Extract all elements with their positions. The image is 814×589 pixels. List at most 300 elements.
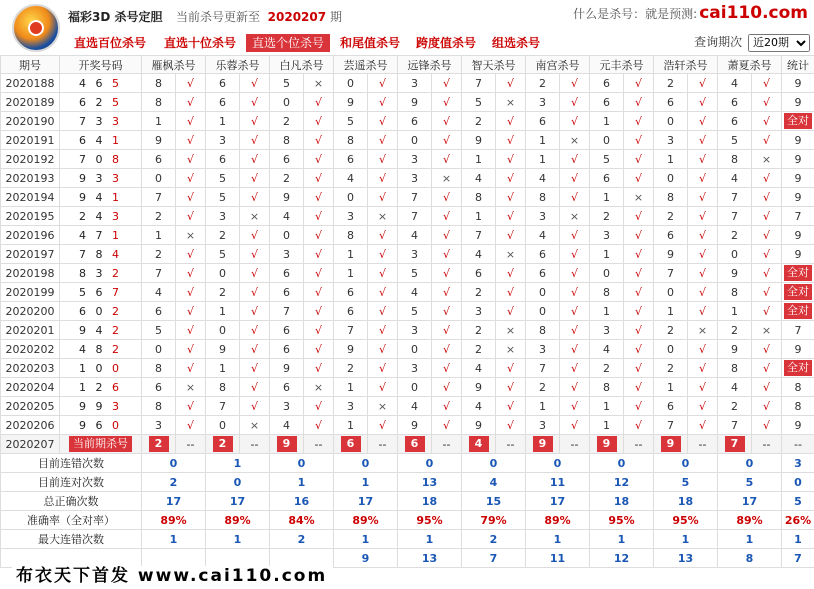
kill-value: 1 [206,112,240,131]
current-label-cell [60,435,142,454]
check-icon: √ [624,302,654,321]
check-icon: √ [688,150,718,169]
summary-value: 79% [462,511,526,530]
stat-cell: 9 [782,188,814,207]
draw-number: 6 0 2 [60,302,142,321]
app-title: 福彩3D 杀号定胆 [68,10,163,24]
promo [573,3,808,23]
summary-value: 2 [142,473,206,492]
check-icon: √ [496,131,526,150]
check-icon: √ [304,264,334,283]
check-icon: √ [560,302,590,321]
table-row [1,283,814,302]
summary-value: 89% [334,511,398,530]
summary-value: 13 [654,549,718,568]
draw-number: 1 2 6 [60,378,142,397]
kill-value: 2 [462,340,496,359]
kill-value: 7 [398,188,432,207]
check-icon: √ [688,416,718,435]
summary-value: 9 [334,549,398,568]
kill-value: 7 [334,321,368,340]
pending-mark: -- [432,435,462,454]
lookup-label: 查询期次 [694,35,743,49]
summary-value: 1 [206,454,270,473]
current-kill-cell [398,435,432,454]
kill-value: 1 [206,302,240,321]
check-icon: √ [560,283,590,302]
check-icon: √ [432,340,462,359]
kill-value: 0 [654,340,688,359]
kill-value: 6 [718,93,752,112]
draw-digit-units: 8 [112,152,122,166]
check-icon: √ [240,302,270,321]
kill-value: 2 [462,112,496,131]
kill-value: 3 [206,207,240,226]
kill-value: 6 [142,150,176,169]
check-icon: √ [752,93,782,112]
check-icon: √ [560,169,590,188]
kill-value: 3 [334,207,368,226]
check-icon: √ [368,264,398,283]
kill-value: 2 [654,321,688,340]
check-icon: √ [560,321,590,340]
kill-value: 6 [590,74,624,93]
cross-icon: × [560,207,590,226]
kill-value: 5 [206,188,240,207]
kill-value: 9 [398,416,432,435]
current-kill-label: 当前期杀号 [69,436,132,452]
period-cell: 2020203 [1,359,60,378]
check-icon: √ [624,169,654,188]
draw-number: 7 3 3 [60,112,142,131]
pending-mark: -- [240,435,270,454]
cross-icon: × [368,207,398,226]
kill-value: 3 [590,321,624,340]
kill-value: 8 [526,321,560,340]
summary-label: 目前连对次数 [1,473,142,492]
kill-value: 1 [206,359,240,378]
check-icon: √ [432,245,462,264]
tab-hundreds[interactable]: 直选百位杀号 [74,36,147,50]
summary-value: 4 [462,473,526,492]
kill-value: 2 [654,74,688,93]
kill-value: 2 [718,397,752,416]
check-icon: √ [432,321,462,340]
current-row [1,435,814,454]
kill-value: 2 [334,359,368,378]
period-cell: 2020194 [1,188,60,207]
current-kill-value: 2 [149,436,169,452]
current-kill-cell [206,435,240,454]
check-icon: √ [752,264,782,283]
cross-icon: × [304,74,334,93]
summary-value: 95% [590,511,654,530]
draw-digit-units: 2 [112,342,122,356]
current-kill-cell [270,435,304,454]
kill-value: 5 [462,93,496,112]
check-icon: √ [176,321,206,340]
check-icon: √ [624,359,654,378]
table-row [1,302,814,321]
check-icon: √ [304,226,334,245]
kill-value: 9 [334,340,368,359]
kill-value: 1 [526,150,560,169]
summary-value: 1 [526,530,590,549]
kill-value: 6 [270,340,304,359]
pending-mark: -- [304,435,334,454]
period-cell: 2020190 [1,112,60,131]
summary-value: 5 [654,473,718,492]
all-right-badge: 全对 [784,360,812,376]
kill-value: 8 [142,397,176,416]
tab-group[interactable]: 组选杀号 [492,36,541,50]
check-icon: √ [688,188,718,207]
kill-value: 0 [206,321,240,340]
kill-value: 6 [334,150,368,169]
period-select[interactable] [748,34,810,52]
check-icon: √ [624,93,654,112]
summary-label [1,549,142,568]
check-icon: √ [368,245,398,264]
col-expert: 白凡杀号 [270,56,334,74]
kill-value: 9 [462,416,496,435]
check-icon: √ [624,321,654,340]
table-row [1,150,814,169]
kill-value: 9 [270,188,304,207]
check-icon: √ [752,74,782,93]
check-icon: √ [240,112,270,131]
kill-value: 7 [142,188,176,207]
check-icon: √ [688,397,718,416]
table-row [1,74,814,93]
check-icon: √ [368,378,398,397]
kill-value: 9 [270,359,304,378]
table-row [1,226,814,245]
kill-value: 6 [526,112,560,131]
check-icon: √ [496,302,526,321]
kill-value: 7 [654,416,688,435]
kill-value: 9 [398,93,432,112]
check-icon: √ [368,321,398,340]
table-row [1,169,814,188]
stat-cell: 9 [782,150,814,169]
summary-value: 1 [398,530,462,549]
check-icon: √ [368,302,398,321]
current-kill-cell [590,435,624,454]
kill-value: 5 [206,245,240,264]
check-icon: √ [240,283,270,302]
kill-value: 8 [270,131,304,150]
check-icon: √ [176,131,206,150]
current-kill-value: 9 [277,436,297,452]
stat-cell: 8 [782,397,814,416]
tab-tens[interactable]: 直选十位杀号 [164,36,237,50]
period-cell: 2020196 [1,226,60,245]
draw-digit-units: 2 [112,266,122,280]
kill-value: 5 [142,321,176,340]
kill-value: 1 [590,302,624,321]
check-icon: √ [240,245,270,264]
draw-digit-units: 3 [112,399,122,413]
check-icon: √ [304,207,334,226]
check-icon: √ [688,245,718,264]
check-icon: √ [560,93,590,112]
check-icon: √ [624,340,654,359]
summary-value: 1 [718,530,782,549]
kill-value: 6 [654,397,688,416]
stat-cell [782,302,814,321]
draw-number: 8 3 2 [60,264,142,283]
draw-number: 7 8 4 [60,245,142,264]
summary-value: 2 [270,530,334,549]
check-icon: √ [304,416,334,435]
summary-stat: 5 [782,492,814,511]
check-icon: √ [752,112,782,131]
period-lookup [694,33,810,52]
kill-value: 3 [398,150,432,169]
summary-value: 0 [142,454,206,473]
cross-icon: × [304,378,334,397]
check-icon: √ [432,416,462,435]
kill-value: 2 [206,226,240,245]
kill-value: 3 [526,416,560,435]
check-icon: √ [240,226,270,245]
kill-value: 1 [142,226,176,245]
check-icon: √ [624,378,654,397]
kill-value: 4 [718,74,752,93]
summary-stat: 1 [782,530,814,549]
kill-value: 1 [590,245,624,264]
table-row [1,93,814,112]
summary-value: 11 [526,549,590,568]
kill-value: 4 [526,169,560,188]
kill-value: 1 [718,302,752,321]
summary-value: 16 [270,492,334,511]
kill-value: 1 [334,245,368,264]
summary-value: 12 [590,473,654,492]
draw-number: 9 6 0 [60,416,142,435]
summary-value [142,549,206,568]
check-icon: √ [176,93,206,112]
check-icon: √ [496,226,526,245]
cross-icon: × [560,131,590,150]
kill-value: 2 [654,207,688,226]
summary-value: 1 [206,530,270,549]
kill-value: 8 [590,283,624,302]
kill-value: 4 [270,207,304,226]
check-icon: √ [368,283,398,302]
kill-value: 2 [718,321,752,340]
kill-value: 3 [270,397,304,416]
summary-value: 17 [718,492,782,511]
check-icon: √ [496,397,526,416]
check-icon: √ [240,188,270,207]
table-row [1,397,814,416]
summary-stat: 0 [782,473,814,492]
table-row [1,131,814,150]
kill-value: 3 [270,245,304,264]
check-icon: √ [624,283,654,302]
summary-value [206,549,270,568]
draw-number: 6 4 1 [60,131,142,150]
kill-value: 0 [654,283,688,302]
kill-value: 7 [526,359,560,378]
kill-table [0,55,814,568]
col-expert: 芸遥杀号 [334,56,398,74]
check-icon: √ [368,131,398,150]
promo-site-link[interactable]: cai110.com [699,3,808,23]
cross-icon: × [496,245,526,264]
tab-units[interactable]: 直选个位杀号 [246,34,330,52]
draw-digit-units: 2 [112,304,122,318]
check-icon: √ [496,207,526,226]
kill-value: 6 [398,112,432,131]
current-kill-cell [142,435,176,454]
draw-number: 4 8 2 [60,340,142,359]
tab-sum-tail[interactable]: 和尾值杀号 [340,36,401,50]
summary-value: 2 [462,530,526,549]
check-icon: √ [176,302,206,321]
all-right-badge: 全对 [784,303,812,319]
watermark: 布衣天下首发 www.cai110.com [12,566,333,587]
stat-cell [782,112,814,131]
kill-value: 7 [718,416,752,435]
check-icon: √ [240,93,270,112]
kill-value: 1 [526,397,560,416]
cross-icon: × [752,150,782,169]
check-icon: √ [752,378,782,397]
kill-value: 4 [462,169,496,188]
check-icon: √ [432,226,462,245]
check-icon: √ [368,188,398,207]
kill-value: 6 [718,112,752,131]
pending-mark: -- [368,435,398,454]
kill-value: 6 [270,150,304,169]
kill-value: 8 [462,188,496,207]
summary-value: 17 [334,492,398,511]
check-icon: √ [432,264,462,283]
kill-value: 3 [526,207,560,226]
summary-value: 0 [334,454,398,473]
kill-value: 4 [462,245,496,264]
kill-value: 9 [718,340,752,359]
kill-value: 4 [398,283,432,302]
kill-value: 1 [590,416,624,435]
check-icon: √ [624,264,654,283]
kill-value: 6 [654,226,688,245]
check-icon: √ [496,169,526,188]
check-icon: √ [304,397,334,416]
draw-number: 9 9 3 [60,397,142,416]
kill-value: 1 [590,188,624,207]
summary-row [1,530,814,549]
kill-value: 0 [654,112,688,131]
current-kill-cell [526,435,560,454]
kill-value: 2 [142,245,176,264]
summary-value: 0 [398,454,462,473]
top-bar [0,0,814,56]
current-kill-cell [718,435,752,454]
check-icon: √ [304,169,334,188]
period-cell: 2020192 [1,150,60,169]
check-icon: √ [368,226,398,245]
check-icon: √ [624,397,654,416]
kill-value: 6 [526,245,560,264]
kill-value: 6 [206,74,240,93]
summary-value: 84% [270,511,334,530]
draw-digit-units: 3 [112,171,122,185]
check-icon: √ [624,245,654,264]
pending-mark: -- [624,435,654,454]
kill-value: 8 [142,74,176,93]
promo-text: 什么是杀号：就是预测: [573,7,698,21]
period-cell: 2020195 [1,207,60,226]
logo-icon [12,4,60,52]
draw-number: 4 7 1 [60,226,142,245]
cross-icon: × [496,93,526,112]
kill-value: 2 [590,359,624,378]
stat-cell: 8 [782,378,814,397]
kill-value: 8 [142,93,176,112]
summary-value: 89% [142,511,206,530]
kill-value: 3 [526,93,560,112]
check-icon: √ [304,188,334,207]
check-icon: √ [560,397,590,416]
check-icon: √ [560,226,590,245]
check-icon: √ [176,112,206,131]
kill-value: 0 [334,188,368,207]
col-expert: 浩轩杀号 [654,56,718,74]
summary-value: 95% [654,511,718,530]
summary-value: 1 [270,473,334,492]
tab-span[interactable]: 跨度值杀号 [416,36,477,50]
check-icon: √ [432,378,462,397]
kill-value: 8 [590,378,624,397]
kill-value: 0 [718,245,752,264]
kill-value: 6 [590,93,624,112]
kill-value: 6 [206,150,240,169]
period-cell: 2020193 [1,169,60,188]
kill-value: 2 [526,74,560,93]
kill-value: 0 [654,169,688,188]
check-icon: √ [688,264,718,283]
col-expert: 雁枫杀号 [142,56,206,74]
kill-value: 6 [270,264,304,283]
kill-value: 9 [334,93,368,112]
pending-mark: -- [560,435,590,454]
summary-value: 0 [718,454,782,473]
check-icon: √ [752,416,782,435]
pending-mark: -- [752,435,782,454]
cross-icon: × [368,397,398,416]
kill-value: 4 [142,283,176,302]
check-icon: √ [752,226,782,245]
kill-value: 0 [398,131,432,150]
kill-value: 5 [590,150,624,169]
kill-value: 1 [654,302,688,321]
check-icon: √ [752,131,782,150]
draw-number: 7 0 8 [60,150,142,169]
period-cell: 2020207 [1,435,60,454]
period-cell: 2020197 [1,245,60,264]
kill-value: 0 [334,74,368,93]
check-icon: √ [368,93,398,112]
draw-digit-units: 5 [112,95,122,109]
table-row [1,321,814,340]
kill-value: 0 [142,169,176,188]
stat-cell [782,264,814,283]
kill-value: 3 [206,131,240,150]
